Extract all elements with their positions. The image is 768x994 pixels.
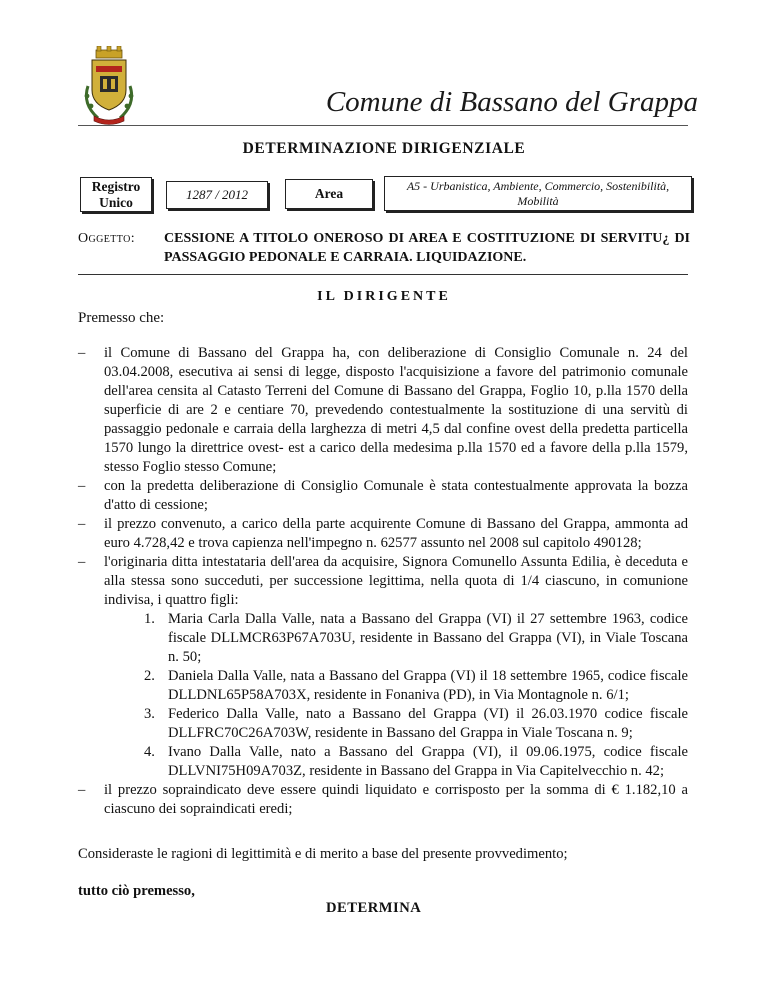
list-item xyxy=(78,344,688,477)
list-item xyxy=(78,477,688,515)
heir-number: 1. xyxy=(144,611,155,627)
list-item-text: l'originaria ditta intestataria dell'area da acquisire, Signora Comunello Assunta Edilia, è deceduta e alla stessa sono succeduti, per successione legittima, nella quota di 1/4 ciascuno, in comunione indivisa, i quattro figli: xyxy=(104,554,688,608)
heir-text: Daniela Dalla Valle, nata a Bassano del Grappa (VI) il 18 settembre 1965, codice fiscale DLLDNL65P58A703X, residente in Fonaniva (PD), in Via Montagnole n. 6/1; xyxy=(168,668,688,703)
header-divider xyxy=(78,125,688,126)
subject-divider xyxy=(78,274,688,275)
dirigente-heading: IL DIRIGENTE xyxy=(317,289,451,304)
subject-text: CESSIONE A TITOLO ONEROSO DI AREA E COSTITUZIONE DI SERVITU¿ DI PASSAGGIO PEDONALE E CARRAIA. LIQUIDAZIONE. xyxy=(164,231,690,265)
bullet-dash: – xyxy=(78,554,86,570)
considerations-paragraph: Consideraste le ragioni di legittimità e di merito a base del presente provvedimento; xyxy=(78,846,568,862)
heir-item xyxy=(78,610,688,667)
list-item-text: il prezzo convenuto, a carico della parte acquirente Comune di Bassano del Grappa, ammonta ad euro 4.728,42 e trova capienza nell'impegno n. 62577 assunto nel 2008 sul capitolo 490128; xyxy=(104,516,688,551)
determina-heading: DETERMINA xyxy=(326,900,422,916)
area-value-box: A5 - Urbanistica, Ambiente, Commercio, Sostenibilità, Mobilità xyxy=(384,176,692,211)
list-item-text: il prezzo sopraindicato deve essere quindi liquidato e corrisposto per la somma di € 1.182,10 a ciascuno dei sopraindicati eredi; xyxy=(104,782,688,817)
premises-list xyxy=(78,344,688,819)
coat-of-arms-logo xyxy=(78,46,140,126)
list-item-text: con la predetta deliberazione di Consiglio Comunale è stata contestualmente approvata la bozza d'atto di cessione; xyxy=(104,478,688,513)
heir-text: Maria Carla Dalla Valle, nata a Bassano del Grappa (VI) il 27 settembre 1963, codice fiscale DLLMCR63P67A703U, residente in Bassano del Grappa (VI), in Viale Toscana n. 50; xyxy=(168,611,688,665)
heir-item xyxy=(78,705,688,743)
list-item-text: il Comune di Bassano del Grappa ha, con deliberazione di Consiglio Comunale n. 24 del 03.04.2008, esecutiva ai sensi di legge, disposto l'acquisizione a favore del patrimonio comunale dell'area censita al Catasto Terreni del Comune di Bassano del Grappa, Foglio 10, p.lla 1570 della superficie di are 2 e centiare 70, prevedendo contestualmente la sostituzione di una servitù di passaggio pedonale e carraia della larghezza di metri 4,5 dal confine ovest della predetta particella 1570 lungo la direttrice ovest- est a carico della medesima p.lla 1570 ed a favore della p.lla 1579, stesso Foglio stesso Comune; xyxy=(104,345,688,475)
heir-number: 3. xyxy=(144,706,155,722)
heir-text: Ivano Dalla Valle, nato a Bassano del Grappa (VI), il 09.06.1975, codice fiscale DLLVNI75H09A703Z, residente in Bassano del Grappa in Via Capitelvecchio n. 42; xyxy=(168,744,688,779)
premised-line: tutto ciò premesso, xyxy=(78,883,195,899)
document-type-heading: DETERMINAZIONE DIRIGENZIALE xyxy=(242,140,526,157)
list-item xyxy=(78,553,688,610)
heir-item xyxy=(78,667,688,705)
registry-number-box: 1287 / 2012 xyxy=(166,181,268,209)
bullet-dash: – xyxy=(78,345,86,361)
bullet-dash: – xyxy=(78,516,86,532)
subject-label: Oggetto: xyxy=(78,231,136,246)
list-item xyxy=(78,515,688,553)
list-item xyxy=(78,781,688,819)
premesso-heading: Premesso che: xyxy=(78,310,165,326)
heir-number: 2. xyxy=(144,668,155,684)
heir-item xyxy=(78,743,688,781)
area-label-box: Area xyxy=(285,179,373,209)
heir-text: Federico Dalla Valle, nato a Bassano del Grappa (VI) il 26.03.1970 codice fiscale DLLFRC70C26A703W, residente in Bassano del Grappa in Viale Toscana n. 9; xyxy=(168,706,688,741)
municipality-title: Comune di Bassano del Grappa xyxy=(325,86,698,118)
registry-label-box: Registro Unico xyxy=(80,177,152,212)
bullet-dash: – xyxy=(78,478,86,494)
bullet-dash: – xyxy=(78,782,86,798)
heir-number: 4. xyxy=(144,744,155,760)
